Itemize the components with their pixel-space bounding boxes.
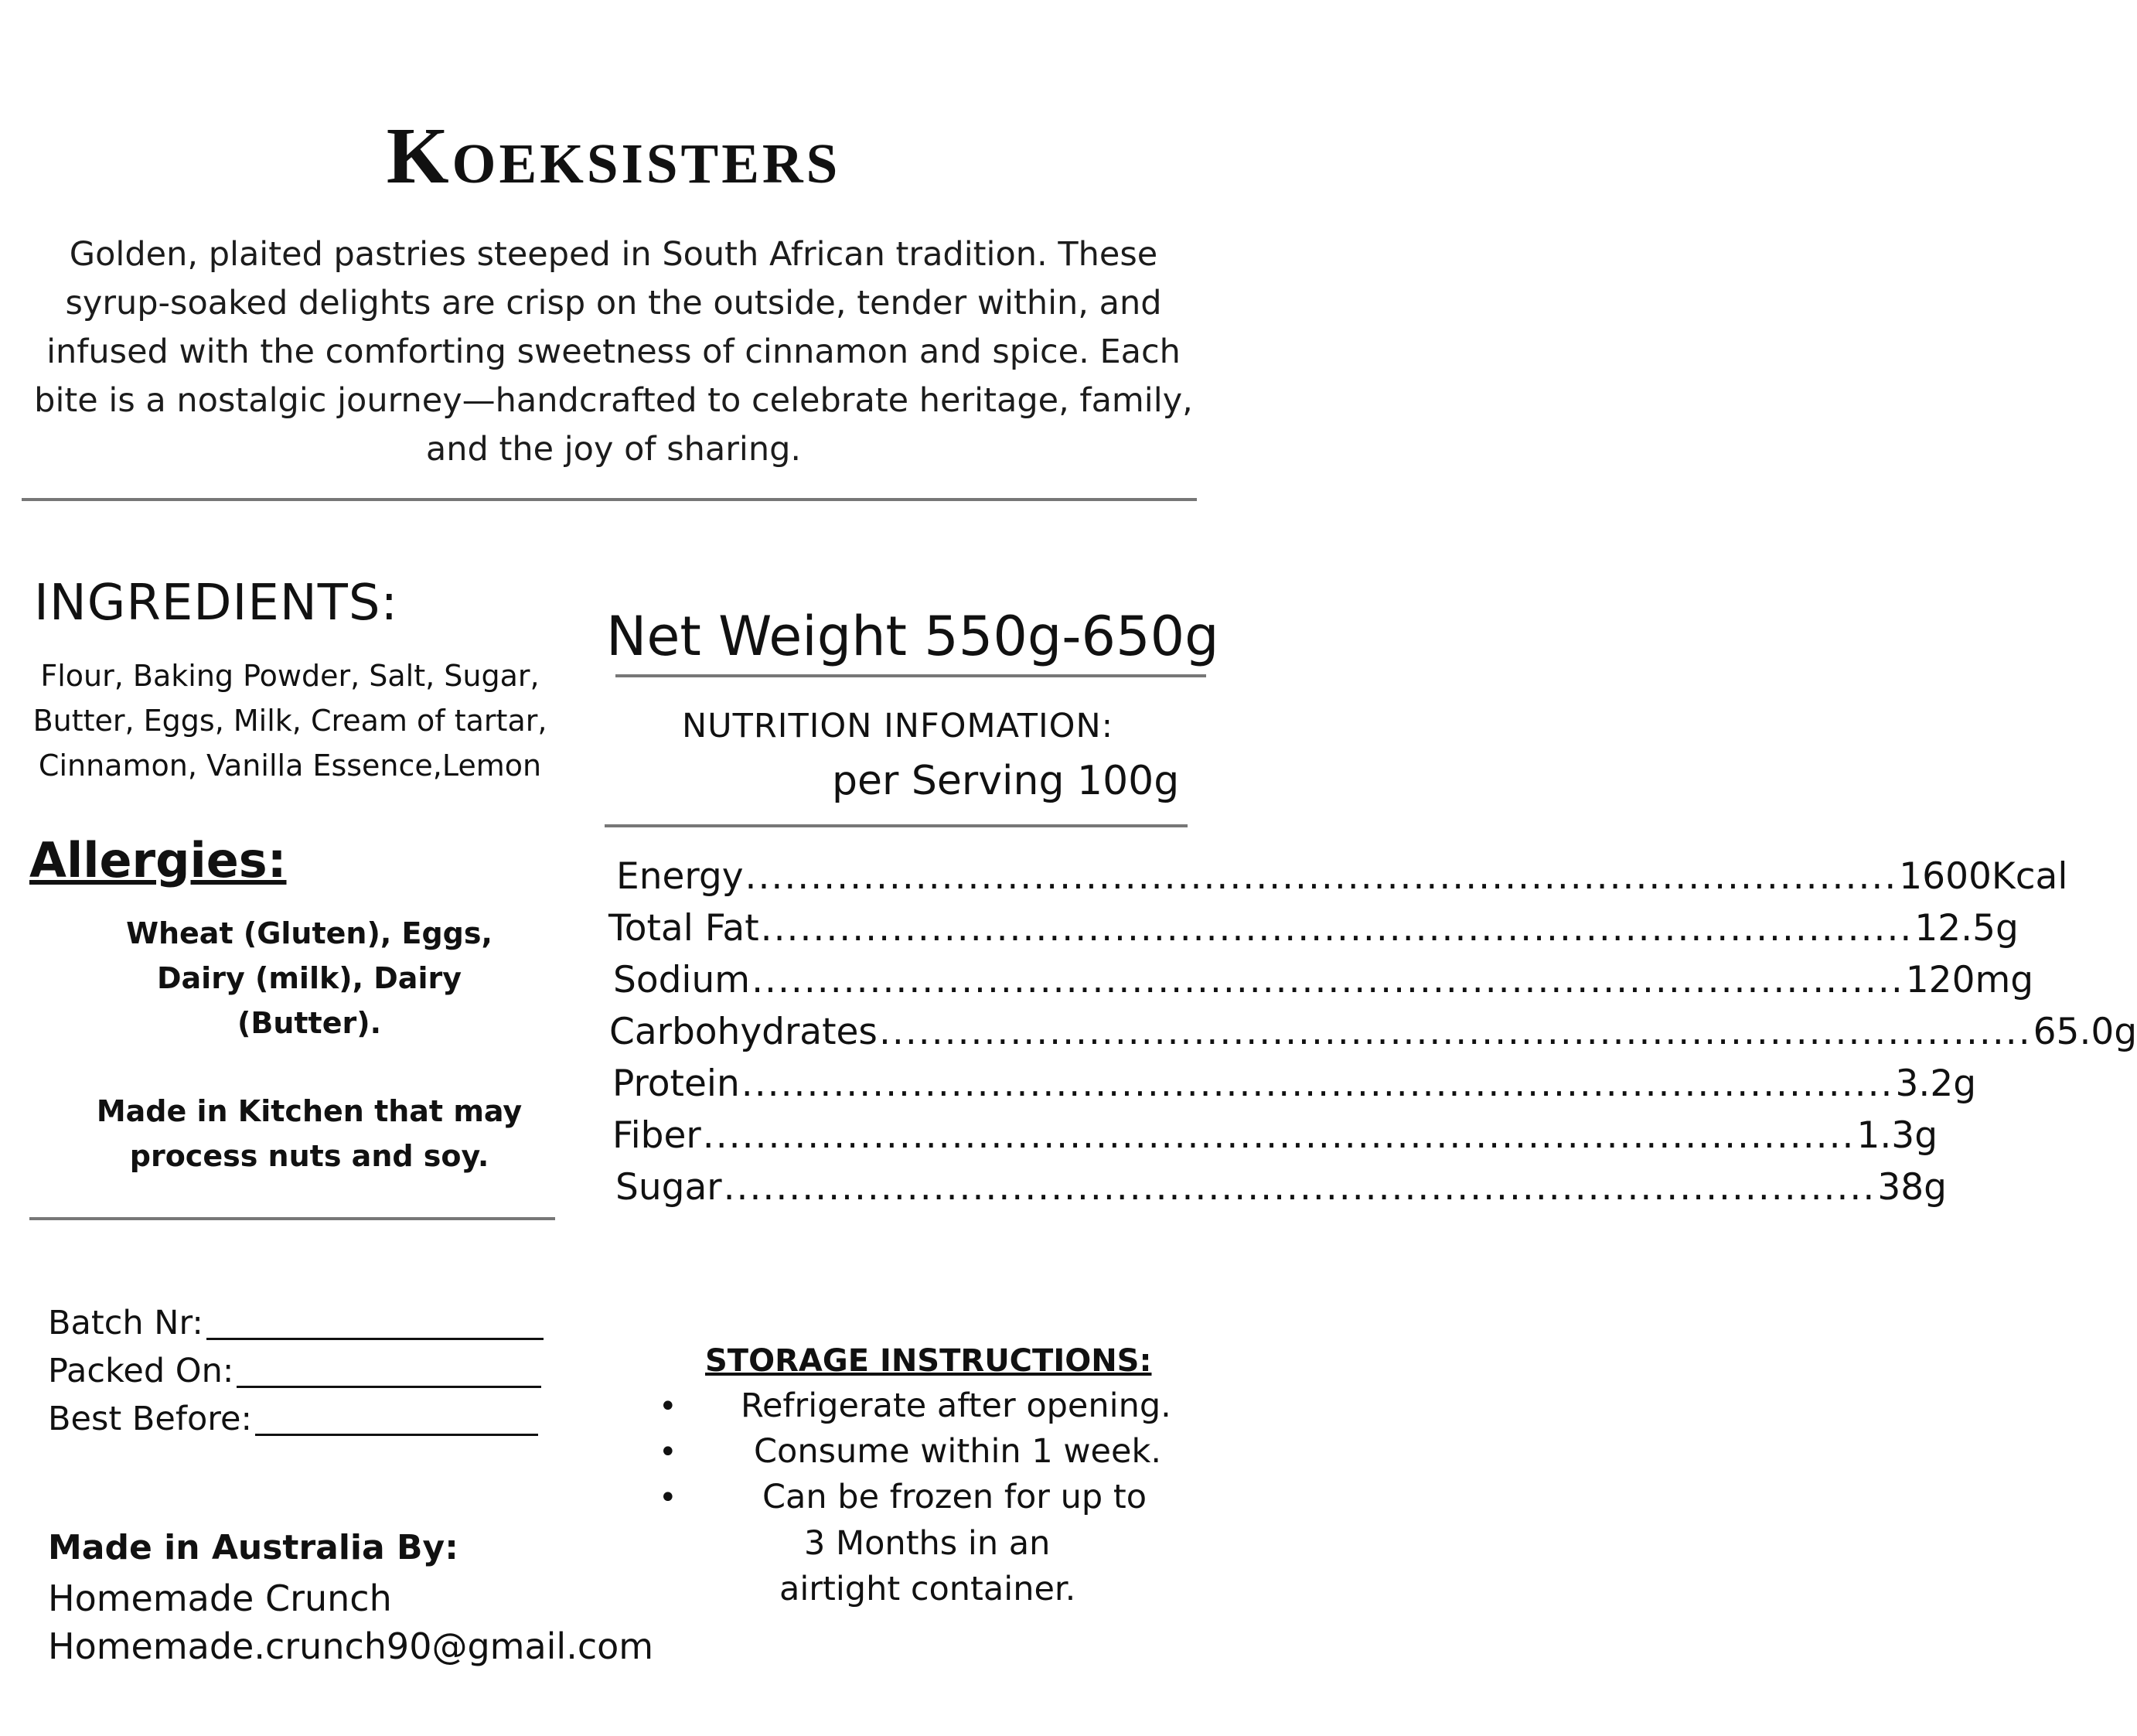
batch-number-field[interactable] (48, 1304, 544, 1342)
nutrition-value: 65.0g (2033, 1011, 2137, 1053)
packed-on-blank[interactable] (237, 1355, 541, 1388)
net-weight: Net Weight 550g-650g (606, 605, 1219, 668)
nutrition-divider (605, 824, 1188, 827)
storage-item-continued: 3 Months in an (804, 1524, 1051, 1563)
allergies-note-line: process nuts and soy. (129, 1139, 489, 1173)
allergies-line: Dairy (milk), Dairy (157, 961, 462, 995)
best-before-blank[interactable] (255, 1403, 538, 1436)
nutrition-label: Protein (612, 1062, 740, 1105)
ingredients-line: Butter, Eggs, Milk, Cream of tartar, (32, 704, 547, 738)
nutrition-row-protein (612, 1062, 1977, 1105)
batch-number-blank[interactable] (206, 1307, 544, 1340)
allergies-note-line: Made in Kitchen that may (96, 1094, 523, 1128)
bullet-icon: • (659, 1434, 677, 1470)
nutrition-row-sugar (615, 1166, 1947, 1209)
ingredients-heading: INGREDIENTS: (34, 575, 398, 632)
storage-item-continued: airtight container. (779, 1570, 1076, 1608)
company-email[interactable]: Homemade.crunch90@gmail.com (48, 1625, 654, 1667)
dot-leader: ........................................................................................ (745, 855, 1898, 898)
nutrition-value: 1.3g (1856, 1114, 1938, 1157)
nutrition-serving: per Serving 100g (832, 758, 1180, 804)
nutrition-label: Fiber (612, 1114, 701, 1157)
nutrition-heading: NUTRITION INFOMATION: (682, 707, 1114, 745)
dot-leader: ........................................................................................ (741, 1062, 1894, 1105)
nutrition-row-energy (616, 855, 2068, 898)
nutrition-row-total-fat (608, 907, 2019, 950)
net-weight-underline (615, 674, 1206, 677)
allergies-line: Wheat (Gluten), Eggs, (126, 916, 492, 950)
ingredients-list (23, 653, 557, 788)
product-title: Koeksisters (386, 111, 841, 200)
allergies-list (77, 911, 541, 1045)
nutrition-value: 1600Kcal (1899, 855, 2068, 898)
nutrition-label: Total Fat (608, 907, 759, 950)
ingredients-line: Cinnamon, Vanilla Essence,Lemon (38, 749, 542, 783)
made-in-heading: Made in Australia By: (48, 1528, 458, 1567)
nutrition-row-sodium (613, 959, 2034, 1001)
nutrition-row-carbohydrates (609, 1011, 2137, 1053)
storage-item: Consume within 1 week. (754, 1432, 1162, 1471)
nutrition-value: 38g (1877, 1166, 1947, 1209)
dot-leader: ........................................................................................ (760, 907, 1914, 950)
nutrition-row-fiber (612, 1114, 1938, 1157)
allergies-heading: Allergies: (29, 832, 287, 888)
nutrition-label: Carbohydrates (609, 1011, 878, 1053)
best-before-field[interactable] (48, 1400, 538, 1438)
nutrition-value: 12.5g (1914, 907, 2019, 950)
storage-heading: STORAGE INSTRUCTIONS: (705, 1343, 1152, 1379)
company-name: Homemade Crunch (48, 1577, 392, 1619)
dot-leader: ........................................................................................ (723, 1166, 1876, 1209)
dot-leader: ........................................................................................ (702, 1114, 1856, 1157)
storage-item: Refrigerate after opening. (741, 1386, 1171, 1425)
nutrition-value: 120mg (1905, 959, 2034, 1001)
packed-on-field[interactable] (48, 1352, 541, 1390)
ingredients-line: Flour, Baking Powder, Salt, Sugar, (40, 659, 540, 693)
allergies-note (77, 1089, 541, 1178)
nutrition-label: Energy (616, 855, 744, 898)
bullet-icon: • (659, 1389, 677, 1424)
dot-leader: ........................................................................................ (878, 1011, 2032, 1053)
allergies-line: (Butter). (237, 1006, 382, 1040)
nutrition-value: 3.2g (1895, 1062, 1977, 1105)
packed-on-label: Packed On: (48, 1352, 234, 1390)
dot-leader: ........................................................................................ (752, 959, 1904, 1001)
left-divider (29, 1217, 555, 1220)
nutrition-label: Sugar (615, 1166, 722, 1209)
top-divider (22, 498, 1197, 501)
storage-item: Can be frozen for up to (762, 1478, 1147, 1516)
best-before-label: Best Before: (48, 1400, 252, 1438)
nutrition-label: Sodium (613, 959, 751, 1001)
batch-number-label: Batch Nr: (48, 1304, 203, 1342)
product-description: Golden, plaited pastries steeped in South African tradition. These syrup-soaked delights are crisp on the outside, tender within, and infused with the comforting sweetness of cinnamon and spice. Each bite is a nostalgic journey—handcrafted to celebrate heritage, family, and the joy of sharing. (34, 235, 1193, 469)
bullet-icon: • (659, 1480, 677, 1516)
